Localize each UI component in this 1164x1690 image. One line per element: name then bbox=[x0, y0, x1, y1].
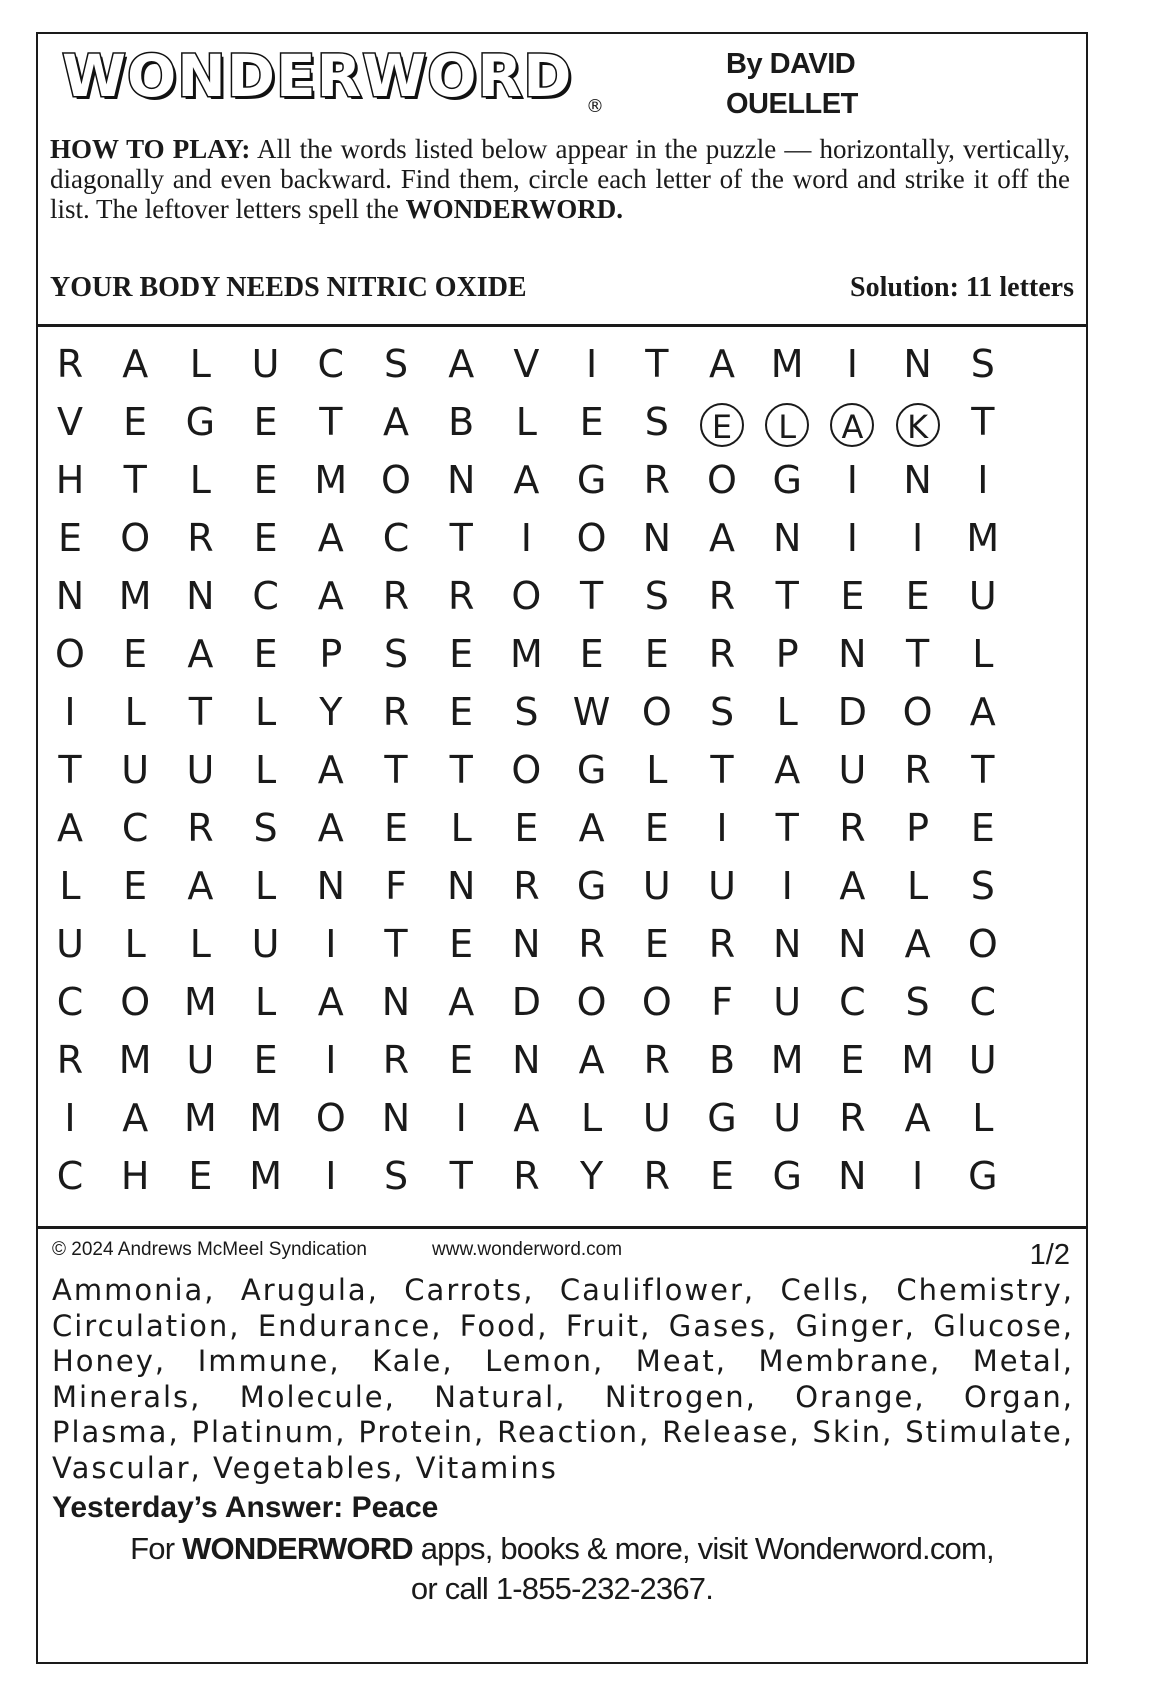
grid-letter[interactable]: L bbox=[255, 690, 277, 734]
grid-letter[interactable]: E bbox=[644, 922, 669, 966]
grid-letter[interactable]: U bbox=[773, 980, 802, 1024]
grid-letter[interactable]: A bbox=[57, 806, 83, 850]
grid-letter[interactable]: Y bbox=[579, 1154, 604, 1198]
grid-letter[interactable]: R bbox=[513, 864, 540, 908]
grid-letter[interactable]: D bbox=[511, 980, 542, 1024]
grid-letter[interactable]: I bbox=[520, 516, 532, 560]
grid-letter[interactable]: L bbox=[189, 458, 211, 502]
grid-letter[interactable]: L bbox=[515, 400, 537, 444]
grid-letter[interactable]: E bbox=[449, 690, 474, 734]
how-to-play-text: All the words listed below appear in the puzzle — horizontally, vertically, diagonally and even backward. Find them, circle each letter of the word and strike it off the list. The leftover letters spell the bbox=[50, 134, 1070, 224]
grid-letter[interactable]: N bbox=[512, 922, 541, 966]
grid-letter[interactable]: O bbox=[967, 922, 998, 966]
grid-row bbox=[38, 567, 1086, 625]
grid-letter[interactable]: E bbox=[123, 864, 148, 908]
grid-letter[interactable]: H bbox=[120, 1154, 150, 1198]
grid-letter[interactable]: I bbox=[64, 1096, 76, 1140]
grid-letter[interactable]: U bbox=[121, 748, 150, 792]
grid-letter[interactable]: S bbox=[514, 690, 539, 734]
grid-letter[interactable]: U bbox=[642, 864, 671, 908]
grid-letter[interactable]: E bbox=[253, 1038, 278, 1082]
grid-letter[interactable]: B bbox=[708, 1038, 736, 1082]
grid-row bbox=[38, 857, 1086, 915]
grid-row bbox=[38, 393, 1086, 451]
grid-letter[interactable]: E bbox=[188, 1154, 213, 1198]
grid-letter[interactable]: L bbox=[189, 342, 211, 386]
grid-letter[interactable]: N bbox=[381, 980, 411, 1024]
grid-letter[interactable]: R bbox=[708, 632, 736, 676]
grid-letter[interactable]: S bbox=[383, 632, 409, 676]
grid-letter[interactable]: M bbox=[509, 632, 543, 676]
letter-grid bbox=[38, 327, 1086, 1229]
grid-letter[interactable]: L bbox=[255, 980, 277, 1024]
grid-letter[interactable]: E bbox=[840, 1038, 865, 1082]
grid-row bbox=[38, 509, 1086, 567]
grid-letter[interactable]: T bbox=[384, 748, 408, 792]
grid-letter[interactable]: N bbox=[838, 922, 867, 966]
grid-letter[interactable]: A bbox=[709, 342, 735, 386]
grid-letter[interactable]: E bbox=[383, 806, 408, 850]
grid-letter[interactable]: U bbox=[708, 864, 736, 908]
grid-letter[interactable]: N bbox=[772, 516, 802, 560]
grid-letter[interactable]: R bbox=[643, 1154, 670, 1198]
grid-row bbox=[38, 683, 1086, 741]
grid-letter[interactable]: T bbox=[905, 632, 930, 676]
grid-letter[interactable]: R bbox=[643, 1038, 670, 1082]
grid-letter[interactable]: M bbox=[249, 1154, 282, 1198]
grid-letter[interactable]: L bbox=[581, 1096, 603, 1140]
grid-letter[interactable]: I bbox=[846, 458, 858, 502]
grid-letter[interactable]: E bbox=[449, 1038, 474, 1082]
grid-letter[interactable]: A bbox=[187, 632, 214, 676]
grid-letter[interactable]: N bbox=[446, 864, 476, 908]
grid-letter[interactable]: G bbox=[576, 748, 607, 792]
grid-letter[interactable]: B bbox=[448, 400, 475, 444]
grid-letter[interactable]: A bbox=[969, 690, 996, 734]
grid-letter[interactable]: R bbox=[56, 1038, 84, 1082]
grid-letter[interactable]: A bbox=[122, 1096, 149, 1140]
solution-length: Solution: 11 letters bbox=[850, 272, 1074, 303]
grid-letter[interactable]: N bbox=[772, 922, 802, 966]
grid-letter[interactable]: A bbox=[709, 516, 735, 560]
grid-letter[interactable]: E bbox=[644, 806, 669, 850]
grid-letter[interactable]: T bbox=[384, 922, 408, 966]
grid-letter[interactable]: I bbox=[64, 690, 76, 734]
grid-letter[interactable]: S bbox=[644, 400, 669, 444]
grid-letter[interactable]: R bbox=[708, 922, 736, 966]
grid-letter[interactable]: U bbox=[968, 574, 997, 618]
grid-letter[interactable]: T bbox=[449, 516, 473, 560]
grid-letter[interactable]: N bbox=[838, 1154, 867, 1198]
grid-letter[interactable]: E bbox=[123, 632, 148, 676]
grid-letter[interactable]: I bbox=[846, 516, 858, 560]
grid-letter[interactable]: A bbox=[904, 922, 931, 966]
grid-letter[interactable]: A bbox=[317, 980, 344, 1024]
grid-letter[interactable]: I bbox=[325, 922, 337, 966]
grid-letter[interactable]: S bbox=[383, 342, 409, 386]
grid-letter[interactable]: G bbox=[185, 400, 216, 444]
grid-letter[interactable]: R bbox=[708, 574, 736, 618]
grid-letter[interactable]: T bbox=[449, 748, 473, 792]
grid-letter[interactable]: A bbox=[774, 748, 801, 792]
grid-letter-circled[interactable] bbox=[822, 393, 882, 451]
grid-letter[interactable]: U bbox=[186, 1038, 215, 1082]
grid-letter[interactable]: N bbox=[381, 1096, 411, 1140]
how-to-play-label: HOW TO PLAY: bbox=[50, 134, 251, 164]
grid-letter[interactable]: A bbox=[513, 458, 540, 502]
grid-letter[interactable]: N bbox=[642, 516, 672, 560]
grid-letter[interactable]: N bbox=[55, 574, 85, 618]
grid-letter[interactable]: I bbox=[716, 806, 728, 850]
grid-letter[interactable]: R bbox=[56, 342, 84, 386]
grid-letter[interactable]: R bbox=[839, 1096, 866, 1140]
grid-letter[interactable]: G bbox=[772, 458, 802, 502]
grid-letter[interactable]: M bbox=[118, 574, 152, 618]
grid-letter[interactable]: C bbox=[317, 342, 345, 386]
grid-letter[interactable]: U bbox=[773, 1096, 802, 1140]
grid-letter[interactable]: I bbox=[585, 342, 598, 386]
grid-letter[interactable]: O bbox=[641, 980, 672, 1024]
promo-prefix: For bbox=[130, 1531, 183, 1566]
grid-letter[interactable]: S bbox=[970, 342, 995, 386]
grid-letter[interactable]: C bbox=[969, 980, 997, 1024]
grid-row bbox=[38, 799, 1086, 857]
grid-row bbox=[38, 335, 1086, 393]
grid-letter[interactable]: A bbox=[513, 1096, 540, 1140]
grid-letter[interactable]: V bbox=[57, 400, 83, 444]
grid-letter[interactable]: L bbox=[972, 1096, 994, 1140]
grid-letter[interactable]: Y bbox=[319, 690, 343, 734]
grid-letter[interactable]: M bbox=[183, 1096, 217, 1140]
grid-letter[interactable]: A bbox=[317, 516, 344, 560]
grid-letter[interactable]: E bbox=[840, 574, 865, 618]
grid-letter[interactable]: L bbox=[255, 864, 277, 908]
grid-letter[interactable]: A bbox=[578, 806, 605, 850]
grid-letter[interactable]: E bbox=[579, 400, 604, 444]
grid-letter[interactable]: N bbox=[186, 574, 215, 618]
grid-letter[interactable]: P bbox=[319, 632, 343, 676]
grid-letter[interactable]: U bbox=[251, 342, 280, 386]
grid-letter[interactable]: I bbox=[325, 1038, 337, 1082]
grid-letter[interactable]: C bbox=[121, 806, 149, 850]
registered-mark: ® bbox=[586, 96, 604, 117]
grid-letter[interactable]: M bbox=[183, 980, 217, 1024]
grid-letter[interactable]: U bbox=[56, 922, 84, 966]
grid-letter[interactable]: C bbox=[382, 516, 410, 560]
page-number: 1/2 bbox=[1029, 1239, 1070, 1271]
grid-letter[interactable]: M bbox=[770, 1038, 804, 1082]
grid-letter[interactable]: M bbox=[314, 458, 348, 502]
grid-letter[interactable]: T bbox=[710, 748, 734, 792]
website: www.wonderword.com bbox=[432, 1239, 623, 1260]
grid-letter[interactable]: R bbox=[447, 574, 475, 618]
grid-letter[interactable]: U bbox=[251, 922, 280, 966]
grid-letter[interactable]: A bbox=[578, 1038, 605, 1082]
puzzle-frame bbox=[36, 32, 1088, 1664]
grid-letter[interactable]: G bbox=[576, 458, 607, 502]
grid-letter[interactable]: R bbox=[382, 1038, 410, 1082]
grid-letter[interactable]: I bbox=[325, 1154, 337, 1198]
grid-letter[interactable]: O bbox=[315, 1096, 346, 1140]
grid-letter[interactable]: I bbox=[781, 864, 793, 908]
grid-letter[interactable]: O bbox=[120, 980, 151, 1024]
grid-letter[interactable]: L bbox=[59, 864, 81, 908]
grid-letter[interactable]: D bbox=[837, 690, 868, 734]
grid-letter[interactable]: R bbox=[513, 1154, 540, 1198]
grid-letter[interactable]: L bbox=[124, 690, 146, 734]
how-to-play bbox=[50, 134, 1070, 224]
grid-letter[interactable]: E bbox=[514, 806, 539, 850]
circled-letter: A bbox=[830, 403, 874, 447]
grid-letter[interactable]: E bbox=[123, 400, 148, 444]
grid-letter[interactable]: W bbox=[572, 690, 611, 734]
byline-line-2: OUELLET bbox=[726, 88, 858, 120]
how-to-play-end: WONDERWORD. bbox=[405, 194, 623, 224]
grid-row bbox=[38, 625, 1086, 683]
grid-letter[interactable]: A bbox=[317, 748, 344, 792]
grid-letter[interactable]: O bbox=[381, 458, 411, 502]
grid-letter[interactable]: O bbox=[576, 980, 607, 1024]
grid-letter[interactable]: L bbox=[255, 748, 277, 792]
grid-letter[interactable]: S bbox=[644, 574, 669, 618]
grid-row bbox=[38, 1147, 1086, 1205]
grid-letter[interactable]: R bbox=[578, 922, 605, 966]
grid-letter[interactable]: C bbox=[56, 1154, 84, 1198]
grid-letter[interactable]: O bbox=[55, 632, 85, 676]
grid-letter[interactable]: R bbox=[839, 806, 866, 850]
grid-row bbox=[38, 1031, 1086, 1089]
grid-letter[interactable]: C bbox=[56, 980, 84, 1024]
wonderword-logo: WONDERWORD bbox=[62, 42, 573, 110]
grid-letter[interactable]: E bbox=[644, 632, 669, 676]
grid-letter-circled[interactable] bbox=[692, 393, 752, 451]
grid-letter[interactable]: T bbox=[188, 690, 212, 734]
grid-row bbox=[38, 1089, 1086, 1147]
grid-letter[interactable]: M bbox=[770, 342, 804, 386]
grid-letter[interactable]: E bbox=[253, 400, 278, 444]
grid-letter[interactable]: H bbox=[55, 458, 85, 502]
byline-line-1: By DAVID bbox=[726, 48, 856, 80]
grid-letter[interactable]: N bbox=[838, 632, 867, 676]
grid-letter[interactable]: L bbox=[907, 864, 929, 908]
grid-letter[interactable]: N bbox=[903, 342, 932, 386]
grid-letter[interactable]: S bbox=[709, 690, 735, 734]
grid-letter[interactable]: S bbox=[970, 864, 995, 908]
grid-letter[interactable]: E bbox=[253, 516, 278, 560]
grid-letter[interactable]: E bbox=[449, 632, 474, 676]
grid-letter[interactable]: A bbox=[839, 864, 866, 908]
grid-letter[interactable]: E bbox=[905, 574, 930, 618]
grid-letter[interactable]: C bbox=[839, 980, 866, 1024]
grid-letter[interactable]: R bbox=[187, 516, 214, 560]
grid-letter[interactable]: O bbox=[120, 516, 151, 560]
puzzle-theme: YOUR BODY NEEDS NITRIC OXIDE bbox=[50, 272, 527, 303]
grid-letter[interactable]: R bbox=[643, 458, 670, 502]
grid-letter[interactable]: F bbox=[385, 864, 407, 908]
promo-suffix: apps, books & more, visit Wonderword.com, bbox=[412, 1531, 994, 1566]
grid-letter[interactable]: T bbox=[58, 748, 82, 792]
grid-letter[interactable]: T bbox=[971, 748, 995, 792]
grid-letter[interactable]: T bbox=[645, 342, 669, 386]
grid-letter[interactable]: M bbox=[966, 516, 1000, 560]
grid-letter[interactable]: T bbox=[579, 574, 604, 618]
grid-letter[interactable]: M bbox=[249, 1096, 282, 1140]
grid-letter[interactable]: G bbox=[968, 1154, 998, 1198]
yesterdays-answer: Yesterday’s Answer: Peace bbox=[52, 1491, 439, 1524]
grid-letter[interactable]: I bbox=[911, 516, 924, 560]
promo-line-1 bbox=[38, 1531, 1086, 1567]
grid-letter[interactable]: T bbox=[449, 1154, 473, 1198]
grid-letter[interactable]: I bbox=[455, 1096, 467, 1140]
grid-letter[interactable]: L bbox=[776, 690, 798, 734]
grid-letter[interactable]: T bbox=[775, 574, 799, 618]
grid-letter[interactable]: I bbox=[977, 458, 989, 502]
grid-letter[interactable]: T bbox=[123, 458, 147, 502]
grid-letter[interactable]: O bbox=[641, 690, 672, 734]
grid-letter[interactable]: G bbox=[772, 1154, 802, 1198]
grid-letter[interactable]: E bbox=[579, 632, 604, 676]
grid-letter[interactable]: M bbox=[901, 1038, 934, 1082]
grid-letter[interactable]: L bbox=[972, 632, 994, 676]
byline bbox=[726, 44, 858, 124]
grid-letter[interactable]: O bbox=[511, 574, 542, 618]
grid-letter[interactable]: T bbox=[775, 806, 799, 850]
circled-letter: L bbox=[765, 403, 809, 447]
grid-letter[interactable]: R bbox=[904, 748, 931, 792]
promo-brand: WONDERWORD bbox=[182, 1531, 413, 1566]
grid-letter[interactable]: E bbox=[253, 632, 278, 676]
grid-letter[interactable]: R bbox=[382, 574, 410, 618]
copyright: © 2024 Andrews McMeel Syndication bbox=[52, 1239, 367, 1260]
grid-letter[interactable]: S bbox=[383, 1154, 409, 1198]
grid-letter-circled[interactable] bbox=[888, 393, 948, 451]
grid-letter[interactable]: N bbox=[446, 458, 476, 502]
grid-letter[interactable]: A bbox=[448, 342, 475, 386]
grid-letter[interactable]: E bbox=[253, 458, 278, 502]
grid-letter[interactable]: P bbox=[906, 806, 930, 850]
circled-letter: E bbox=[700, 403, 744, 447]
puzzle-header bbox=[38, 34, 1086, 327]
grid-row bbox=[38, 741, 1086, 799]
grid-letter-circled[interactable] bbox=[757, 393, 817, 451]
grid-letter[interactable]: L bbox=[124, 922, 146, 966]
grid-letter[interactable]: O bbox=[511, 748, 542, 792]
grid-letter[interactable]: U bbox=[838, 748, 867, 792]
grid-letter[interactable]: T bbox=[319, 400, 343, 444]
grid-letter[interactable]: N bbox=[903, 458, 932, 502]
grid-letter[interactable]: C bbox=[252, 574, 279, 618]
grid-letter[interactable]: I bbox=[911, 1154, 924, 1198]
grid-letter[interactable]: M bbox=[118, 1038, 152, 1082]
grid-letter[interactable]: N bbox=[512, 1038, 541, 1082]
puzzle-footer bbox=[38, 1229, 1086, 1664]
grid-letter[interactable]: O bbox=[576, 516, 607, 560]
grid-letter[interactable]: L bbox=[450, 806, 472, 850]
grid-letter[interactable]: A bbox=[317, 574, 344, 618]
word-list: Ammonia, Arugula, Carrots, Cauliflower, Cells, Chemistry, Circulation, Endurance, Food, Fruit, Gases, Ginger, Glucose, Honey, Immune, Kale, Lemon, Meat, Membrane, Metal, Minerals, Molecule, Natural, Nitrogen, Orange, Organ, Plasma, Platinum, Protein, Reaction, Release, Skin, Stimulate, Vascular, Vegetables, Vitamins bbox=[52, 1273, 1074, 1485]
grid-letter[interactable]: U bbox=[642, 1096, 671, 1140]
grid-letter[interactable]: O bbox=[707, 458, 737, 502]
grid-letter[interactable]: E bbox=[970, 806, 995, 850]
grid-letter[interactable]: A bbox=[187, 864, 214, 908]
grid-letter[interactable]: A bbox=[904, 1096, 931, 1140]
grid-letter[interactable]: A bbox=[383, 400, 409, 444]
grid-row bbox=[38, 973, 1086, 1031]
grid-letter[interactable]: E bbox=[449, 922, 474, 966]
grid-letter[interactable]: G bbox=[707, 1096, 737, 1140]
promo-line-2: or call 1-855-232-2367. bbox=[410, 1571, 714, 1606]
grid-letter[interactable]: E bbox=[57, 516, 82, 560]
grid-letter[interactable]: S bbox=[253, 806, 278, 850]
grid-letter[interactable]: T bbox=[971, 400, 995, 444]
grid-letter[interactable]: V bbox=[513, 342, 540, 386]
grid-letter[interactable]: G bbox=[576, 864, 607, 908]
grid-letter[interactable]: L bbox=[189, 922, 211, 966]
grid-letter[interactable]: O bbox=[902, 690, 933, 734]
grid-letter[interactable]: R bbox=[187, 806, 214, 850]
grid-letter[interactable]: P bbox=[775, 632, 799, 676]
grid-letter[interactable]: A bbox=[122, 342, 149, 386]
circled-letter: K bbox=[896, 403, 940, 447]
grid-letter[interactable]: U bbox=[968, 1038, 997, 1082]
grid-letter[interactable]: F bbox=[711, 980, 733, 1024]
grid-letter[interactable]: L bbox=[646, 748, 668, 792]
grid-letter[interactable]: A bbox=[448, 980, 475, 1024]
grid-letter[interactable]: U bbox=[186, 748, 215, 792]
grid-letter[interactable]: R bbox=[382, 690, 410, 734]
grid-letter[interactable]: E bbox=[709, 1154, 734, 1198]
grid-letter[interactable]: A bbox=[317, 806, 344, 850]
grid-letter[interactable]: N bbox=[316, 864, 346, 908]
grid-letter[interactable]: S bbox=[905, 980, 930, 1024]
grid-row bbox=[38, 451, 1086, 509]
grid-row bbox=[38, 915, 1086, 973]
grid-letter[interactable]: I bbox=[846, 342, 858, 386]
